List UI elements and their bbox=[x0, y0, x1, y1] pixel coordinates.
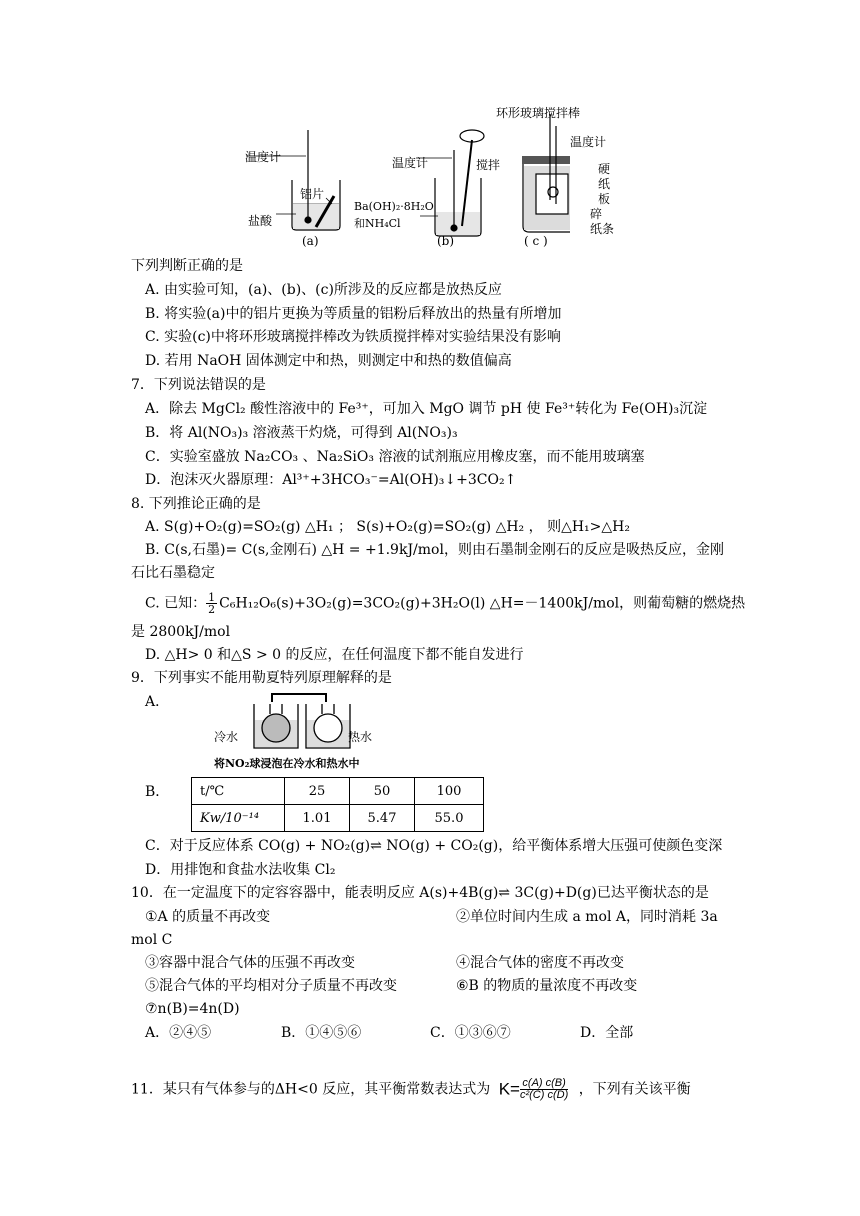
q9-stem: 9．下列事实不能用勒夏特列原理解释的是 bbox=[131, 670, 392, 686]
q10-option-a: A．②④⑤ bbox=[145, 1025, 212, 1041]
q10-item-5: ⑤混合气体的平均相对分子质量不再改变 bbox=[145, 978, 397, 994]
q6-option-c: C. 实验(c)中将环形玻璃搅拌棒改为铁质搅拌棒对实验结果没有影响 bbox=[145, 329, 561, 345]
q10-item-6: ⑥B 的物质的量浓度不再改变 bbox=[456, 978, 638, 994]
fig-c-caption: ( c ) bbox=[524, 234, 548, 248]
table-cell: 5.47 bbox=[350, 805, 415, 832]
fig-b-reagent-label-2: 和NH₄Cl bbox=[354, 217, 401, 230]
q11-stem-pre: 11．某只有气体参与的ΔH<0 反应，其平衡常数表达式为 bbox=[131, 1081, 491, 1098]
q10-item-7: ⑦n(B)=4n(D) bbox=[145, 1001, 240, 1017]
q10-option-b: B．①④⑤⑥ bbox=[281, 1025, 362, 1041]
q8-option-a: A. S(g)+O₂(g)=SO₂(g) △H₁ ； S(s)+O₂(g)=SO₂(g) △H₂ ， 则△H₁>△H₂ bbox=[145, 519, 630, 535]
q10-item-2: ②单位时间内生成 a mol A，同时消耗 3a bbox=[456, 909, 718, 925]
apparatus-diagram bbox=[240, 100, 570, 252]
fig-b-thermometer-label: 温度计 bbox=[392, 156, 429, 170]
q9-option-d: D．用排饱和食盐水法收集 Cl₂ bbox=[145, 862, 336, 878]
fig-c-paper-label-2: 纸条 bbox=[590, 222, 615, 236]
k-denominator: c²(C) c(D) bbox=[519, 1089, 569, 1101]
table-cell: t/℃ bbox=[192, 778, 285, 805]
q6-stem: 下列判断正确的是 bbox=[131, 258, 243, 274]
table-cell: 1.01 bbox=[285, 805, 350, 832]
q9-option-a: A． bbox=[145, 694, 170, 710]
q9-option-c: C．对于反应体系 CO(g) + NO₂(g)⇌ NO(g) + CO₂(g)，给平衡体系增大压强可使颜色变深 bbox=[145, 838, 723, 854]
k-fraction bbox=[520, 1078, 568, 1101]
q8-option-c-cont: 是 2800kJ/mol bbox=[131, 624, 231, 640]
beaker-b bbox=[416, 130, 484, 236]
q11-stem bbox=[131, 1078, 691, 1101]
q10-option-c: C．①③⑥⑦ bbox=[430, 1025, 511, 1041]
q7-option-a: A．除去 MgCl₂ 酸性溶液中的 Fe³⁺，可加入 MgO 调节 pH 使 Fe³⁺转化为 Fe(OH)₃沉淀 bbox=[145, 401, 708, 417]
q11-stem-post: ，下列有关该平衡 bbox=[578, 1081, 691, 1098]
table-row bbox=[192, 778, 484, 805]
q7-stem: 7．下列说法错误的是 bbox=[131, 377, 266, 393]
fig-no2-caption: 将NO₂球浸泡在冷水和热水中 bbox=[214, 757, 360, 770]
fig-c-thermometer-label: 温度计 bbox=[570, 135, 607, 149]
table-cell: 55.0 bbox=[415, 805, 484, 832]
fraction-numerator: 1 bbox=[208, 591, 216, 604]
q8-option-b-cont: 石比石墨稳定 bbox=[131, 565, 215, 581]
fig-cold-water-label: 冷水 bbox=[214, 730, 239, 744]
kw-table bbox=[191, 777, 484, 832]
fig-a-aluminum-label: 铝片 bbox=[300, 187, 325, 201]
q7-option-b: B．将 Al(NO₃)₃ 溶液蒸干灼烧，可得到 Al(NO₃)₃ bbox=[145, 425, 458, 441]
table-cell: Kw/10⁻¹⁴ bbox=[192, 805, 285, 832]
q8-option-b: B. C(s,石墨)= C(s,金刚石) △H = +1.9kJ/mol，则由石墨制金刚石的反应是吸热反应，金刚 bbox=[145, 542, 724, 558]
table-cell: 50 bbox=[350, 778, 415, 805]
q10-item-2-cont: mol C bbox=[131, 932, 173, 948]
q10-item-1: ①A 的质量不再改变 bbox=[145, 909, 271, 925]
q8-option-c bbox=[145, 592, 745, 615]
fig-c-board-label-2: 纸 bbox=[598, 177, 611, 191]
fraction-denominator: 2 bbox=[208, 603, 216, 616]
fig-c-paper-label: 碎 bbox=[590, 207, 603, 221]
fig-a-acid-label: 盐酸 bbox=[248, 214, 273, 228]
q6-option-d: D. 若用 NaOH 固体测定中和热，则测定中和热的数值偏高 bbox=[145, 353, 512, 369]
table-row bbox=[192, 805, 484, 832]
table-cell: 100 bbox=[415, 778, 484, 805]
q9-option-b: B． bbox=[145, 784, 170, 800]
fig-b-reagent-label: Ba(OH)₂·8H₂O bbox=[354, 200, 434, 213]
fig-a-thermometer-label: 温度计 bbox=[245, 150, 282, 164]
fig-c-stirrer-label: 环形玻璃搅拌棒 bbox=[496, 106, 581, 120]
fig-c-board-label-3: 板 bbox=[598, 192, 611, 206]
q8-option-c-text: C₆H₁₂O₆(s)+3O₂(g)=3CO₂(g)+3H₂O(l) △H=－1400kJ/mol，则葡萄糖的燃烧热 bbox=[219, 595, 746, 612]
q7-option-c: C．实验室盛放 Na₂CO₃ 、Na₂SiO₃ 溶液的试剂瓶应用橡皮塞，而不能用玻璃塞 bbox=[145, 449, 645, 465]
q8-option-d: D. △H> 0 和△S > 0 的反应，在任何温度下都不能自发进行 bbox=[145, 647, 524, 663]
fig-c-board-label: 硬 bbox=[598, 162, 611, 176]
fig-b-stir-label: 搅拌 bbox=[476, 158, 501, 172]
fig-a-caption: (a) bbox=[302, 234, 319, 248]
k-symbol: K= bbox=[498, 1079, 520, 1099]
k-numerator: c(A) c(B) bbox=[520, 1078, 568, 1090]
table-cell: 25 bbox=[285, 778, 350, 805]
fraction-half bbox=[206, 592, 217, 615]
fig-hot-water-label: 热水 bbox=[348, 730, 373, 744]
calorimeter-c bbox=[522, 114, 570, 232]
q6-option-a: A. 由实验可知，(a)、(b)、(c)所涉及的反应都是放热反应 bbox=[145, 282, 502, 298]
q6-option-b: B. 将实验(a)中的铝片更换为等质量的铝粉后释放出的热量有所增加 bbox=[145, 306, 562, 322]
q10-item-3: ③容器中混合气体的压强不再改变 bbox=[145, 955, 355, 971]
fig-b-caption: (b) bbox=[437, 234, 455, 248]
equilibrium-constant-formula bbox=[499, 1078, 571, 1101]
q8-option-c-label: C. 已知： bbox=[145, 595, 207, 612]
q10-stem: 10．在一定温度下的定容容器中，能表明反应 A(s)+4B(g)⇌ 3C(g)+D(g)已达平衡状态的是 bbox=[131, 885, 709, 901]
q8-stem: 8. 下列推论正确的是 bbox=[131, 496, 261, 512]
q7-option-d: D．泡沫灭火器原理：Al³⁺+3HCO₃⁻=Al(OH)₃↓+3CO₂↑ bbox=[145, 472, 517, 488]
q10-item-4: ④混合气体的密度不再改变 bbox=[456, 955, 624, 971]
q10-option-d: D．全部 bbox=[580, 1025, 634, 1041]
